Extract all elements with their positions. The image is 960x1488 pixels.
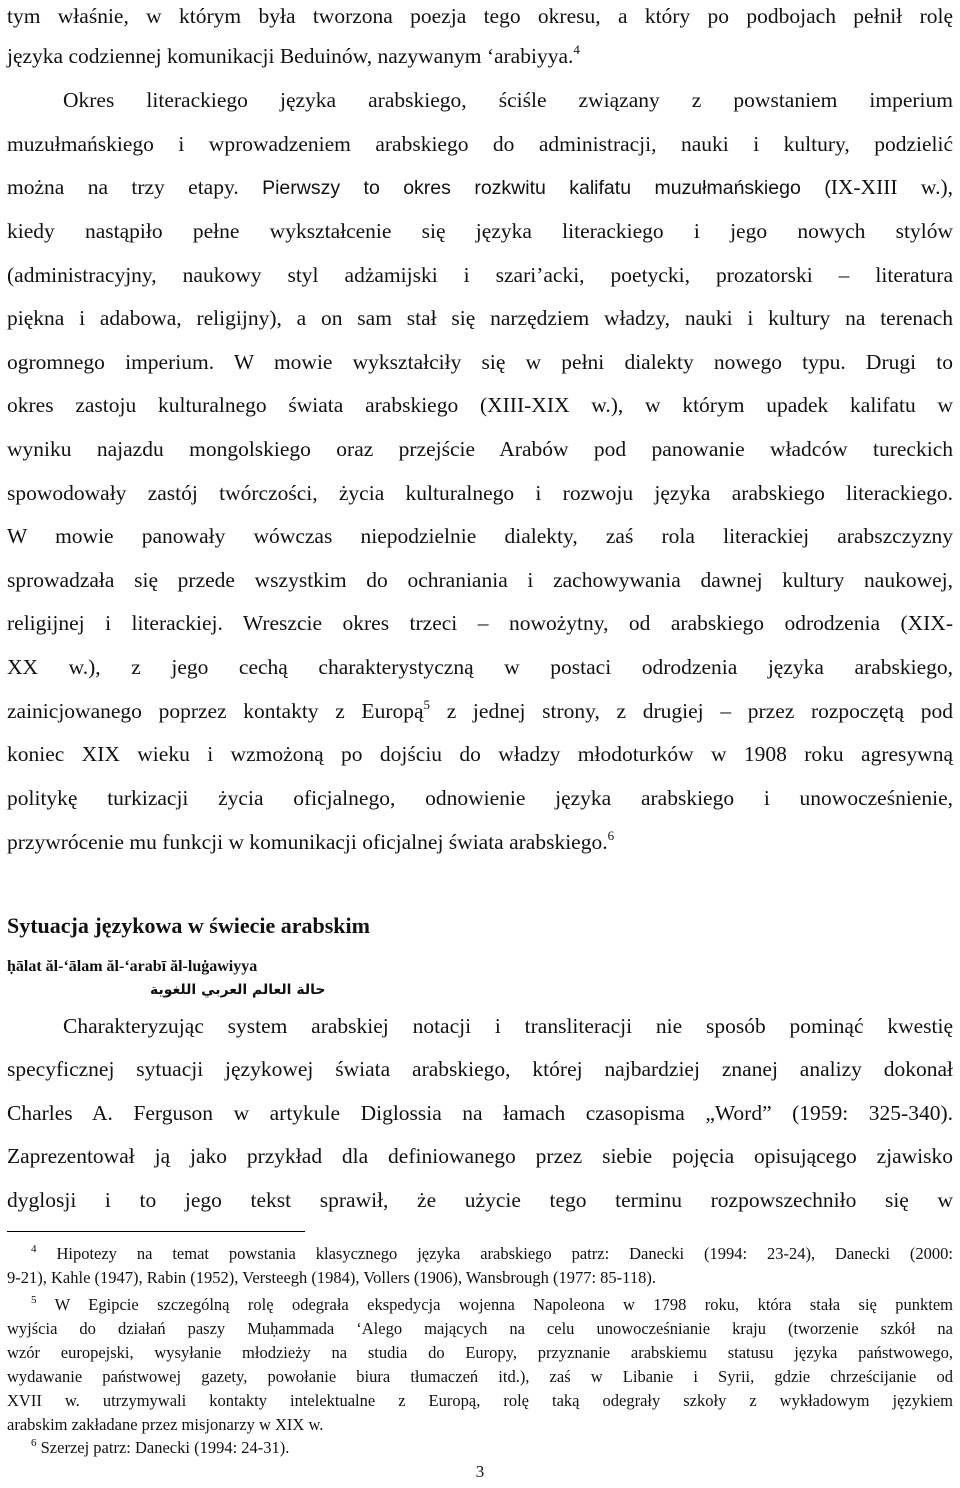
- text-line: religijnej i literackiej. Wreszcie okres trzeci – nowożytny, od arabskiego odrodzenia (XIX-: [7, 611, 953, 635]
- text-line: spowodowały zastój twórczości, życia kulturalnego i rozwoju języka arabskiego literackiego.: [7, 481, 953, 505]
- footnote-line: [31, 1244, 953, 1263]
- text-line: W mowie panowały wówczas niepodzielnie dialekty, zaś rola literackiej arabszczyzny: [7, 524, 953, 548]
- text-line: politykę turkizacji życia oficjalnego, odnowienie języka arabskiego i unowocześnienie,: [7, 786, 953, 810]
- text-line: koniec XIX wieku i wzmożoną po dojściu do władzy młodoturków w 1908 roku agresywną: [7, 742, 953, 766]
- footnote-number: 6: [31, 1437, 37, 1449]
- text-fragment: zainicjowanego poprzez kontakty z Europą: [7, 699, 424, 723]
- text-line: [7, 174, 953, 201]
- page-number: 3: [475, 1462, 485, 1481]
- footnote-ref[interactable]: 5: [423, 697, 431, 712]
- text-fragment: z jednej strony, z drugiej – przez rozpoczętą pod: [430, 699, 953, 723]
- text-fragment: przywrócenie mu funkcji w komunikacji oficjalnej świata arabskiego.: [7, 830, 608, 854]
- footnote-separator: [7, 1231, 305, 1232]
- section-heading: Sytuacja językowa w świecie arabskim: [7, 913, 370, 938]
- text-line: kiedy nastąpiło pełne wykształcenie się języka literackiego i jego nowych stylów: [7, 219, 953, 243]
- text-line: specyficznej sytuacji językowej świata arabskiego, której najbardziej znanej analizy dokonał: [7, 1057, 953, 1081]
- text-line: piękna i adabowa, religijny), a on sam stał się narzędziem władzy, nauki i kultury na terenach: [7, 306, 953, 330]
- text-fragment: IX-XIII w.),: [830, 175, 953, 199]
- text-line: sprowadzała się przede wszystkim do ochraniania i zachowywania dawnej kultury naukowej,: [7, 568, 953, 592]
- footnote-text: Szerzej patrz: Danecki (1994: 24-31).: [40, 1438, 290, 1457]
- footnote-line: [31, 1295, 953, 1314]
- footnote-text: W Egipcie szczególną rolę odegrała ekspedycja wojenna Napoleona w 1798 roku, która stała się punktem: [54, 1295, 954, 1314]
- text-fragment: języka codziennej komunikacji Beduinów, nazywanym ʻarabiyya.: [7, 44, 574, 68]
- footnote-line: XVII w. utrzymywali kontakty intelektualne z Europą, rolę taką odegrały szkoły z wykładowym językiem: [7, 1391, 953, 1410]
- footnote-ref[interactable]: 6: [607, 828, 615, 843]
- footnote-line: arabskim zakładane przez misjonarzy w XIX w.: [7, 1415, 324, 1434]
- footnote-number: 5: [31, 1294, 37, 1306]
- text-line: [7, 829, 953, 855]
- text-line: Charakteryzując system arabskiej notacji i transliteracji nie sposób pominąć kwestię: [63, 1014, 953, 1038]
- text-line: okres zastoju kulturalnego świata arabskiego (XIII-XIX w.), w którym upadek kalifatu w: [7, 393, 953, 417]
- footnote-number: 4: [31, 1243, 37, 1255]
- text-line: (administracyjny, naukowy styl adżamijski i szari’acki, poetycki, prozatorski – literatura: [7, 263, 953, 287]
- text-line: XX w.), z jego cechą charakterystyczną w postaci odrodzenia języka arabskiego,: [7, 655, 953, 679]
- text-line: muzułmańskiego i wprowadzeniem arabskiego do administracji, nauki i kultury, podzielić: [7, 132, 953, 156]
- footnote-line: wydawanie państwowej gazety, powołanie biura tłumaczeń itd.), zaś w Libanie i Syrii, gdzie chrześcijanie od: [7, 1367, 953, 1386]
- text-line: dyglosji i to jego tekst sprawił, że użycie tego terminu rozpowszechniło się w: [7, 1188, 953, 1212]
- transliteration: ḥālat ăl-ʻālam ăl-ʻarabī ăl-luġawiyya: [7, 958, 258, 975]
- footnote-text: Hipotezy na temat powstania klasycznego języka arabskiego patrz: Danecki (1994: 23-24), Danecki (2000:: [56, 1244, 953, 1263]
- text-line: wyniku najazdu mongolskiego oraz przejście Arabów pod panowanie władców tureckich: [7, 437, 953, 461]
- text-line: ogromnego imperium. W mowie wykształciły się w pełni dialekty nowego typu. Drugi to: [7, 350, 953, 374]
- text-line: [7, 698, 953, 724]
- footnote-line: 9-21), Kahle (1947), Rabin (1952), Versteegh (1984), Vollers (1906), Wansbrough (1977: 85-118).: [7, 1268, 656, 1287]
- footnote-line: wyjścia do działań paszy Muḥammada ʻAlego mających na celu unowocześnianie kraju (tworzenie szkół na: [7, 1319, 953, 1338]
- text-line: Okres literackiego języka arabskiego, ściśle związany z powstaniem imperium: [63, 88, 953, 112]
- text-fragment: Pierwszy to okres rozkwitu kalifatu muzułmańskiego (: [262, 177, 831, 199]
- text-line: [7, 43, 953, 69]
- text-line: Charles A. Ferguson w artykule Diglossia na łamach czasopisma „Word” (1959: 325-340).: [7, 1101, 953, 1125]
- footnote-line: [31, 1438, 953, 1457]
- footnote-line: wzór europejski, wysyłanie młodzieży na studia do Europy, przyznanie arabskiemu statusu języka państwowego,: [7, 1343, 953, 1362]
- footnote-ref[interactable]: 4: [573, 42, 580, 57]
- text-line: tym właśnie, w którym była tworzona poezja tego okresu, a który po podbojach pełnił rolę: [7, 4, 953, 28]
- arabic-title: حالة العالم العربي اللغوية: [150, 982, 326, 998]
- text-fragment: można na trzy etapy.: [7, 175, 263, 199]
- text-line: Zaprezentował ją jako przykład dla definiowanego przez siebie pojęcia opisującego zjawisko: [7, 1144, 953, 1168]
